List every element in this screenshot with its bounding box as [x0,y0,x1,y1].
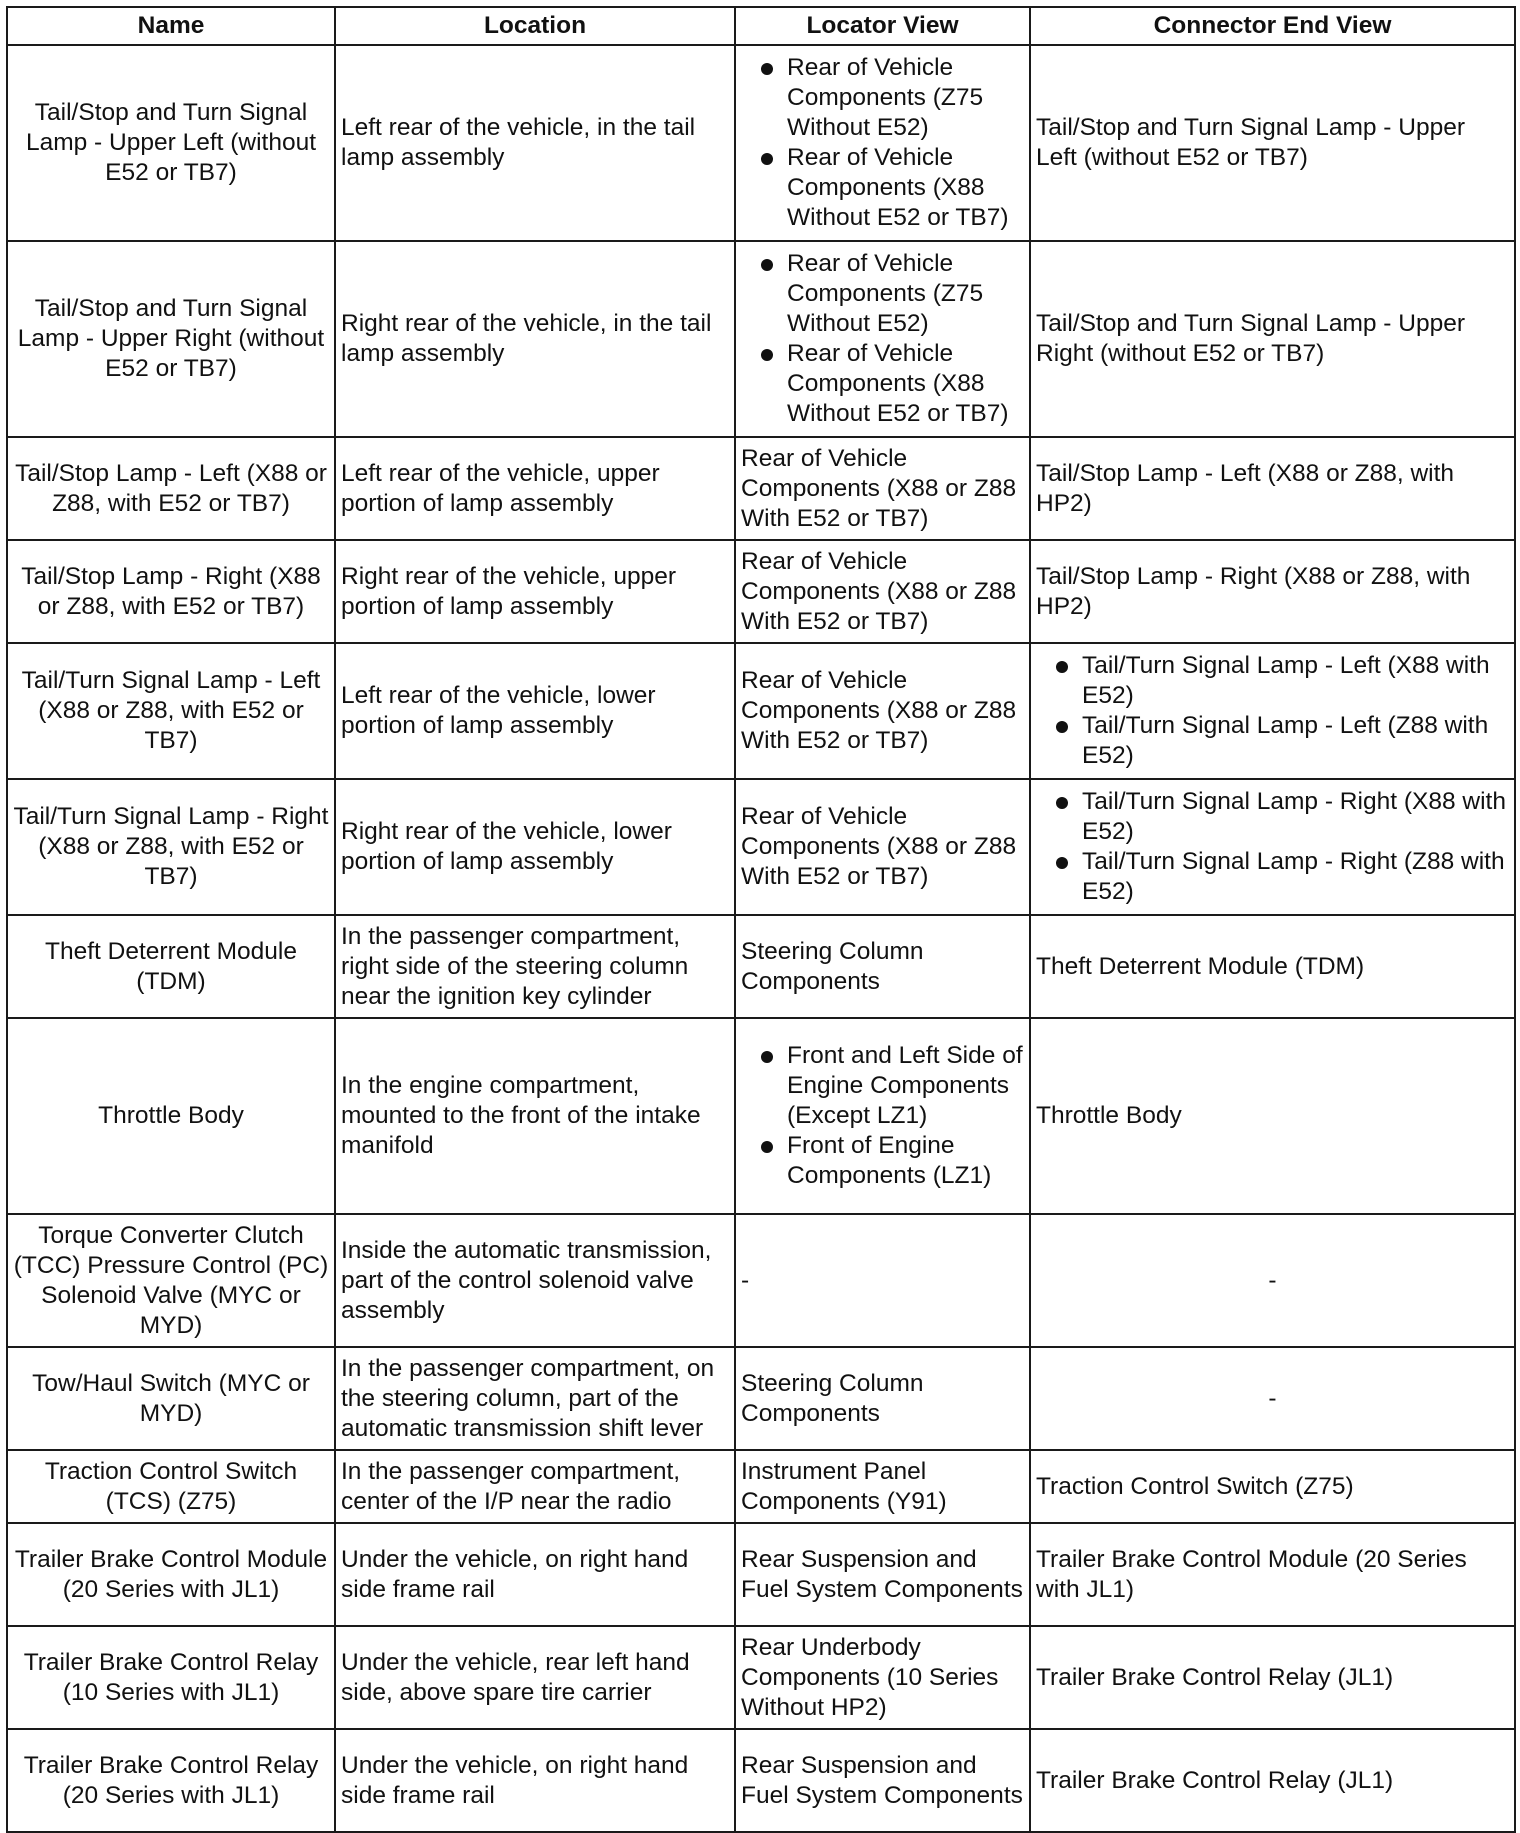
header-name: Name [7,7,335,45]
cell-name: Tail/Turn Signal Lamp - Right (X88 or Z88, with E52 or TB7) [7,779,335,915]
cell-location: Under the vehicle, on right hand side frame rail [335,1523,735,1626]
table-row [7,1523,1515,1626]
table-header-row [7,7,1515,45]
cell-name: Trailer Brake Control Module (20 Series with JL1) [7,1523,335,1626]
connector-end-view-link[interactable]: Throttle Body [1030,1018,1515,1214]
locator-view-list [741,53,1024,233]
cell-name: Tail/Stop and Turn Signal Lamp - Upper Right (without E52 or TB7) [7,241,335,437]
cell-location: In the passenger compartment, right side of the steering column near the ignition key cylinder [335,915,735,1018]
cell-location: Left rear of the vehicle, in the tail lamp assembly [335,45,735,241]
cell-location: Under the vehicle, rear left hand side, above spare tire carrier [335,1626,735,1729]
connector-end-view-link[interactable]: Tail/Stop and Turn Signal Lamp - Upper Left (without E52 or TB7) [1030,45,1515,241]
locator-view-link[interactable]: Rear of Vehicle Components (X88 Without E52 or TB7) [741,339,1024,429]
locator-view-link[interactable]: Rear Suspension and Fuel System Components [735,1523,1030,1626]
header-connector-end-view: Connector End View [1030,7,1515,45]
cell-location: In the passenger compartment, on the steering column, part of the automatic transmission shift lever [335,1347,735,1450]
connector-end-view-value: - [1030,1214,1515,1347]
cell-name: Theft Deterrent Module (TDM) [7,915,335,1018]
table-row [7,1214,1515,1347]
connector-end-view-link[interactable]: Tail/Stop Lamp - Right (X88 or Z88, with HP2) [1030,540,1515,643]
locator-view-link[interactable]: Steering Column Components [735,1347,1030,1450]
locator-view-link[interactable]: Steering Column Components [735,915,1030,1018]
locator-view-link[interactable]: Rear of Vehicle Components (X88 or Z88 With E52 or TB7) [735,540,1030,643]
table-row [7,1018,1515,1214]
component-locator-table [6,6,1516,1833]
cell-locator-view [735,45,1030,241]
locator-view-link[interactable]: Rear Underbody Components (10 Series Without HP2) [735,1626,1030,1729]
cell-name: Traction Control Switch (TCS) (Z75) [7,1450,335,1523]
cell-locator-view [735,241,1030,437]
table-row [7,437,1515,540]
table-row [7,643,1515,779]
cell-location: Under the vehicle, on right hand side frame rail [335,1729,735,1832]
locator-view-list [741,1041,1024,1191]
locator-view-list [741,249,1024,429]
cell-location: Right rear of the vehicle, upper portion of lamp assembly [335,540,735,643]
cell-location: Left rear of the vehicle, lower portion of lamp assembly [335,643,735,779]
connector-end-view-link[interactable]: Theft Deterrent Module (TDM) [1030,915,1515,1018]
connector-end-view-link[interactable]: Tail/Turn Signal Lamp - Left (X88 with E52) [1036,651,1509,711]
locator-view-link[interactable]: Rear of Vehicle Components (X88 or Z88 With E52 or TB7) [735,779,1030,915]
locator-view-link[interactable]: Front of Engine Components (LZ1) [741,1131,1024,1191]
locator-view-link[interactable]: Rear of Vehicle Components (Z75 Without E52) [741,249,1024,339]
connector-end-view-link[interactable]: Tail/Stop and Turn Signal Lamp - Upper Right (without E52 or TB7) [1030,241,1515,437]
connector-end-view-link[interactable]: Trailer Brake Control Relay (JL1) [1030,1626,1515,1729]
cell-location: Left rear of the vehicle, upper portion of lamp assembly [335,437,735,540]
cell-name: Tail/Stop Lamp - Left (X88 or Z88, with E52 or TB7) [7,437,335,540]
table-row [7,1347,1515,1450]
cell-location: Right rear of the vehicle, in the tail lamp assembly [335,241,735,437]
connector-end-view-link[interactable]: Trailer Brake Control Module (20 Series with JL1) [1030,1523,1515,1626]
connector-end-view-list [1036,787,1509,907]
cell-name: Tail/Stop and Turn Signal Lamp - Upper Left (without E52 or TB7) [7,45,335,241]
cell-locator-view [735,1018,1030,1214]
cell-name: Trailer Brake Control Relay (10 Series with JL1) [7,1626,335,1729]
locator-view-link[interactable]: Rear of Vehicle Components (X88 Without E52 or TB7) [741,143,1024,233]
locator-view-link[interactable]: Rear of Vehicle Components (Z75 Without E52) [741,53,1024,143]
cell-location: Inside the automatic transmission, part of the control solenoid valve assembly [335,1214,735,1347]
locator-view-link[interactable]: Front and Left Side of Engine Components (Except LZ1) [741,1041,1024,1131]
cell-name: Tow/Haul Switch (MYC or MYD) [7,1347,335,1450]
connector-end-view-link[interactable]: Trailer Brake Control Relay (JL1) [1030,1729,1515,1832]
cell-name: Trailer Brake Control Relay (20 Series with JL1) [7,1729,335,1832]
table-row [7,241,1515,437]
header-location: Location [335,7,735,45]
cell-location: In the passenger compartment, center of the I/P near the radio [335,1450,735,1523]
connector-end-view-link[interactable]: Tail/Turn Signal Lamp - Right (Z88 with E52) [1036,847,1509,907]
connector-end-view-link[interactable]: Tail/Turn Signal Lamp - Left (Z88 with E52) [1036,711,1509,771]
table-row [7,1729,1515,1832]
cell-connector-end-view [1030,779,1515,915]
table-row [7,1450,1515,1523]
locator-view-link[interactable]: Instrument Panel Components (Y91) [735,1450,1030,1523]
table-row [7,779,1515,915]
locator-view-value: - [735,1214,1030,1347]
table-row [7,915,1515,1018]
locator-view-link[interactable]: Rear of Vehicle Components (X88 or Z88 With E52 or TB7) [735,643,1030,779]
connector-end-view-list [1036,651,1509,771]
table-row [7,1626,1515,1729]
table-row [7,45,1515,241]
connector-end-view-link[interactable]: Tail/Turn Signal Lamp - Right (X88 with E52) [1036,787,1509,847]
cell-name: Throttle Body [7,1018,335,1214]
locator-view-link[interactable]: Rear Suspension and Fuel System Components [735,1729,1030,1832]
header-locator-view: Locator View [735,7,1030,45]
connector-end-view-link[interactable]: Tail/Stop Lamp - Left (X88 or Z88, with HP2) [1030,437,1515,540]
cell-name: Tail/Stop Lamp - Right (X88 or Z88, with E52 or TB7) [7,540,335,643]
cell-name: Torque Converter Clutch (TCC) Pressure Control (PC) Solenoid Valve (MYC or MYD) [7,1214,335,1347]
cell-connector-end-view [1030,643,1515,779]
locator-view-link[interactable]: Rear of Vehicle Components (X88 or Z88 With E52 or TB7) [735,437,1030,540]
cell-location: Right rear of the vehicle, lower portion of lamp assembly [335,779,735,915]
connector-end-view-value: - [1030,1347,1515,1450]
cell-name: Tail/Turn Signal Lamp - Left (X88 or Z88, with E52 or TB7) [7,643,335,779]
table-row [7,540,1515,643]
connector-end-view-link[interactable]: Traction Control Switch (Z75) [1030,1450,1515,1523]
cell-location: In the engine compartment, mounted to the front of the intake manifold [335,1018,735,1214]
